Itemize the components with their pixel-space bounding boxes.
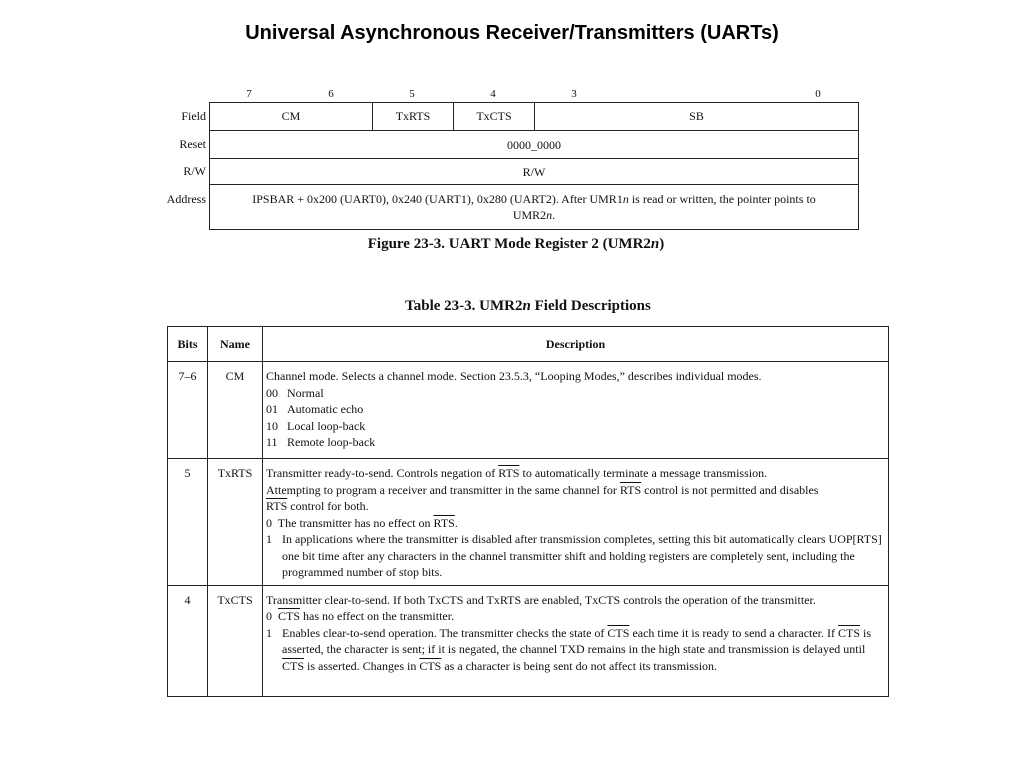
header-bits: Bits [168, 327, 208, 362]
field-sb: SB [689, 109, 704, 123]
option-item: 01 Automatic echo [266, 402, 364, 416]
option-item: 0 $\overline{CTS}$ has no effect on the transmitter. [266, 609, 455, 623]
cell-bits: 4 [168, 585, 208, 696]
field-cm: CM [210, 103, 373, 130]
bit-number: 5 [409, 88, 415, 100]
rts-signal: $\overline{RTS}$ [266, 499, 288, 513]
table-caption: Table 23-3. UMR2n Field Descriptions [405, 298, 651, 314]
register-field-row [209, 102, 859, 131]
register-reset-row [209, 130, 859, 159]
figure-caption: Figure 23-3. UART Mode Register 2 (UMR2n) [367, 236, 665, 252]
row-label-reset: Reset [179, 137, 206, 151]
bit-number: 7 [246, 88, 252, 100]
option-item: 00 Normal [266, 385, 324, 400]
bit-number: 6 [328, 88, 334, 100]
address-value: IPSBAR + 0x200 (UART0), 0x240 (UART1), 0x280 (UART2). After UMR1n is read or written, the pointer points to UMR2n. [252, 192, 816, 222]
table-row [168, 585, 889, 696]
row-label-field: Field [181, 109, 206, 123]
cell-description: Transmitter clear-to-send. If both TxCTS and TxRTS are enabled, TxCTS controls the operation of the transmitter. 0 $\overline{CTS}$ has no effect on the transmitter. 1 Enables clear-to-send operation. The transmitter checks the state of $\overline{CTS}$ each time it is ready to send a character. If $\overline{CTS}$ is asserted, the character is sent; if it is negated, the channel TXD remains in the high state and transmission is delayed until $\overline{CTS}$ is asserted. Changes in $\overline{CTS}$ as a character is being sent do not affect its transmission. [263, 585, 889, 696]
cts-signal: $\overline{CTS}$ [278, 609, 301, 623]
table-header-row [168, 327, 889, 362]
option-item: 1 In applications where the transmitter is disabled after transmission completes, setting this bit automatically clears UOP[RTS] one bit time after any characters in the channel transmitter shift and holding registers are completely sent, including the programmed number of stop bits. [266, 532, 882, 579]
register-rw-row [209, 158, 859, 185]
rts-signal: $\overline{RTS}$ [498, 466, 520, 480]
cts-signal: $\overline{CTS}$ [838, 625, 861, 640]
cts-signal: $\overline{CTS}$ [282, 658, 305, 673]
option-item: 10 Local loop-back [266, 418, 366, 433]
cell-name: TxRTS [208, 459, 263, 586]
cell-bits: 7–6 [168, 362, 208, 459]
reset-value: 0000_0000 [507, 137, 561, 152]
rts-signal: $\overline{RTS}$ [619, 482, 642, 497]
cell-name: CM [208, 362, 263, 459]
bit-number: 4 [490, 88, 496, 100]
slide-title: Universal Asynchronous Receiver/Transmitters (UARTs) [245, 22, 779, 44]
header-description: Description [263, 327, 889, 362]
header-name: Name [208, 327, 263, 362]
table-row [168, 362, 889, 459]
cell-description: Transmitter ready-to-send. Controls negation of $\overline{RTS}$ to automatically terminate a message transmission. Attempting to program a receiver and transmitter in the same channel for $\overline{RTS}$ control is not permitted and disables $\overline{RTS}$ control for both. 0 The transmitter has no effect on $\overline{RTS}$. 1 In applications where the transmitter is disabled after transmission completes, setting this bit automatically clears UOP[RTS] one bit time after any characters in the channel transmitter shift and holding registers are completely sent, including the programmed number of stop bits. [263, 459, 889, 586]
cell-description: Channel mode. Selects a channel mode. Section 23.5.3, “Looping Modes,” describes individual modes. 00 Normal 01 Automatic echo 10 Local loop-back 11 Remote loop-back [263, 362, 889, 459]
option-item: 11 Remote loop-back [266, 435, 376, 449]
rw-value: R/W [522, 164, 546, 179]
rts-signal: $\overline{RTS}$ [433, 515, 455, 530]
cell-bits: 5 [168, 459, 208, 586]
field-txcts: TxCTS [454, 103, 535, 130]
option-item: 1 Enables clear-to-send operation. The transmitter checks the state of $\overline{CTS}$ each time it is ready to send a character. If $\overline{CTS}$ is asserted, the character is sent; if it is negated, the channel TXD remains in the high state and transmission is delayed until $\overline{CTS}$ is asserted. Changes in $\overline{CTS}$ as a character is being sent do not affect its transmission. [266, 625, 872, 673]
cts-signal: $\overline{CTS}$ [607, 625, 630, 640]
bit-number: 0 [815, 88, 821, 100]
bit-number: 3 [571, 88, 577, 100]
cell-name: TxCTS [208, 585, 263, 696]
table-row [168, 459, 889, 586]
field-txrts: TxRTS [373, 103, 454, 130]
row-label-address: Address [166, 192, 206, 206]
option-item: 0 The transmitter has no effect on $\overline{RTS}$. [266, 515, 458, 530]
field-description-table [167, 326, 889, 697]
register-address-row [209, 184, 859, 230]
cts-signal: $\overline{CTS}$ [419, 658, 442, 673]
row-label-rw: R/W [183, 164, 206, 178]
